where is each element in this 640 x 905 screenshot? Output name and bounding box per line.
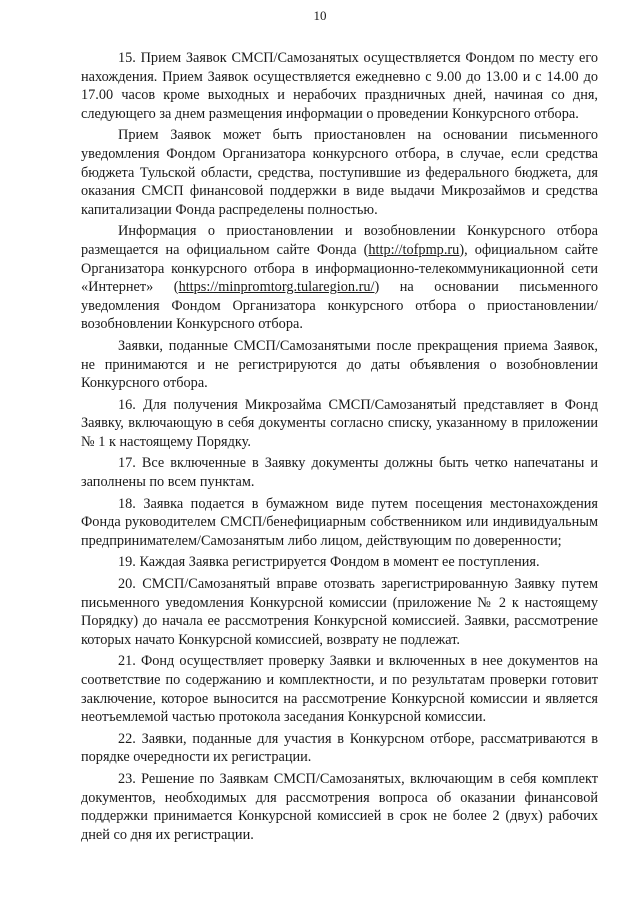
paragraph-15: 15. Прием Заявок СМСП/Самозанятых осуществляется Фондом по месту его нахождения. Прием Заявок осуществляется ежедневно с 9.00 до 13.00 и с 14.00 до 17.00 часов кроме выходных и нерабочих праздничных дней, начиная со дня, следующего за днем размещения информации о проведении Конкурсного отбора.: [81, 50, 598, 122]
paragraph-16: 16. Для получения Микрозайма СМСП/Самозанятый представляет в Фонд Заявку, включающую в себя документы согласно списку, указанному в приложении № 1 к настоящему Порядку.: [81, 396, 598, 450]
paragraph-suspension: Прием Заявок может быть приостановлен на основании письменного уведомления Фондом Организатора конкурсного отбора, в случае, если средства бюджета Тульской области, средства, поступившие из федерального бюджета, для оказания СМСП финансовой поддержки в виде выдачи Микрозаймов и средства капитализации Фонда распределены полностью.: [81, 127, 598, 218]
paragraph-23: 23. Решение по Заявкам СМСП/Самозанятых, включающим в себя комплект документов, необходимых для рассмотрения вопроса об оказании финансовой поддержки принимается Конкурсной комиссией в срок не более 2 (двух) рабочих дней со дня их регистрации.: [81, 770, 598, 843]
paragraph-22: 22. Заявки, поданные для участия в Конкурсном отборе, рассматриваются в порядке очередности их регистрации.: [81, 730, 598, 766]
info-text-start: Информация о приостановлении и возобновлении Конкурсного отбора размещается на официальном сайте Фонда (: [81, 223, 598, 258]
paragraph-late-applications: Заявки, поданные СМСП/Самозанятыми после прекращения приема Заявок, не принимаются и не регистрируются до даты объявления о возобновлении Конкурсного отбора.: [81, 337, 598, 392]
fund-website-link[interactable]: http://tofpmp.ru: [368, 241, 460, 258]
organizer-website-link[interactable]: https://minpromtorg.tularegion.ru/: [178, 279, 375, 296]
paragraph-17: 17. Все включенные в Заявку документы должны быть четко напечатаны и заполнены по всем пунктам.: [81, 455, 598, 491]
document-body: [81, 49, 598, 844]
info-text-middle: ), официальном сайте Организатора конкурсного отбора в информационно-телекоммуникационной сети «Интернет» (: [81, 241, 598, 296]
paragraph-20: 20. СМСП/Самозанятый вправе отозвать зарегистрированную Заявку путем письменного уведомления Конкурсной комиссии (приложение № 2 к настоящему Порядку) до начала ее рассмотрения Конкурсной комиссией. Заявки, рассмотрение которых начато Конкурсной комиссией, возврату не подлежат.: [81, 576, 598, 648]
page-number: 10: [313, 8, 327, 23]
info-text-end: ) на основании письменного уведомления Фондом Организатора конкурсного отбора о приостановлении/возобновлении Конкурсного отбора.: [81, 279, 598, 333]
paragraph-info: [81, 222, 598, 334]
paragraph-19: 19. Каждая Заявка регистрируется Фондом в момент ее поступления.: [118, 554, 540, 571]
paragraph-21: 21. Фонд осуществляет проверку Заявки и включенных в нее документов на соответствие по содержанию и комплектности, и по результатам проверки готовит заключение, которое выносится на рассмотрение Конкурсной комиссии и является неотъемлемой частью протокола заседания Конкурсной комиссии.: [81, 653, 598, 726]
paragraph-18: 18. Заявка подается в бумажном виде путем посещения местонахождения Фонда руководителем СМСП/бенефициарным собственником или индивидуальным предпринимателем/Самозанятым либо лицом, действующим по доверенности;: [81, 495, 598, 549]
